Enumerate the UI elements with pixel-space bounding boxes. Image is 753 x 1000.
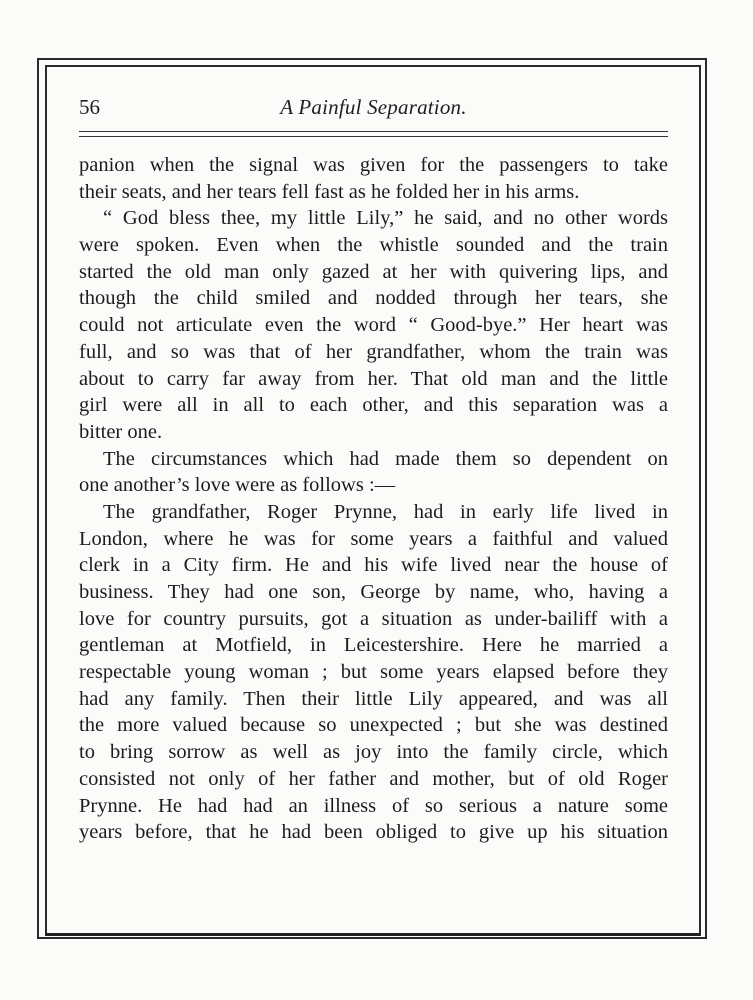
text-line: business. They had one son, George by name, who, having a	[79, 581, 668, 603]
text-line: panion when the signal was given for the passengers to take	[79, 154, 668, 176]
text-line: clerk in a City firm. He and his wife lived near the house of	[79, 554, 668, 577]
text-line: girl were all in all to each other, and this separation was a	[79, 394, 668, 417]
text-line: their seats, and her tears fell fast as he folded her in his arms.	[79, 180, 580, 203]
running-title: A Painful Separation.	[280, 95, 467, 119]
text-line: bitter one.	[79, 420, 163, 443]
text-line: had any family. Then their little Lily appeared, and was all	[79, 687, 668, 710]
header-rule-top	[79, 131, 668, 132]
page-number: 56	[79, 95, 100, 119]
text-line: though the child smiled and nodded through her tears, she	[79, 287, 668, 310]
text-line: respectable young woman ; but some years elapsed before they	[79, 661, 668, 684]
text-line: love for country pursuits, got a situation as under-bailiff with a	[79, 607, 668, 630]
header-rule-bottom	[79, 136, 668, 137]
running-head	[79, 90, 668, 120]
text-line: one another’s love were as follows :—	[79, 474, 396, 497]
body-text	[79, 152, 668, 846]
text-line: London, where he was for some years a faithful and valued	[79, 527, 668, 550]
text-line: The circumstances which had made them so dependent on	[103, 447, 668, 470]
text-line: the more valued because so unexpected ; but she was destined	[79, 714, 668, 737]
text-line: The grandfather, Roger Prynne, had in early life lived in	[103, 500, 668, 523]
text-line: years before, that he had been obliged to give up his situation	[79, 821, 668, 844]
text-line: started the old man only gazed at her with quivering lips, and	[79, 260, 668, 283]
text-line: were spoken. Even when the whistle sounded and the train	[79, 234, 668, 257]
text-line: gentleman at Motfield, in Leicestershire. Here he married a	[79, 634, 668, 657]
text-line: to bring sorrow as well as joy into the family circle, which	[79, 741, 668, 764]
text-line: could not articulate even the word “ Good-bye.” Her heart was	[79, 314, 668, 337]
text-line: consisted not only of her father and mother, but of old Roger	[79, 767, 668, 790]
text-line: full, and so was that of her grandfather, whom the train was	[79, 340, 668, 363]
text-line: about to carry far away from her. That old man and the little	[79, 367, 668, 390]
text-line: “ God bless thee, my little Lily,” he said, and no other words	[103, 207, 668, 230]
text-line: Prynne. He had had an illness of so serious a nature some	[79, 794, 668, 817]
